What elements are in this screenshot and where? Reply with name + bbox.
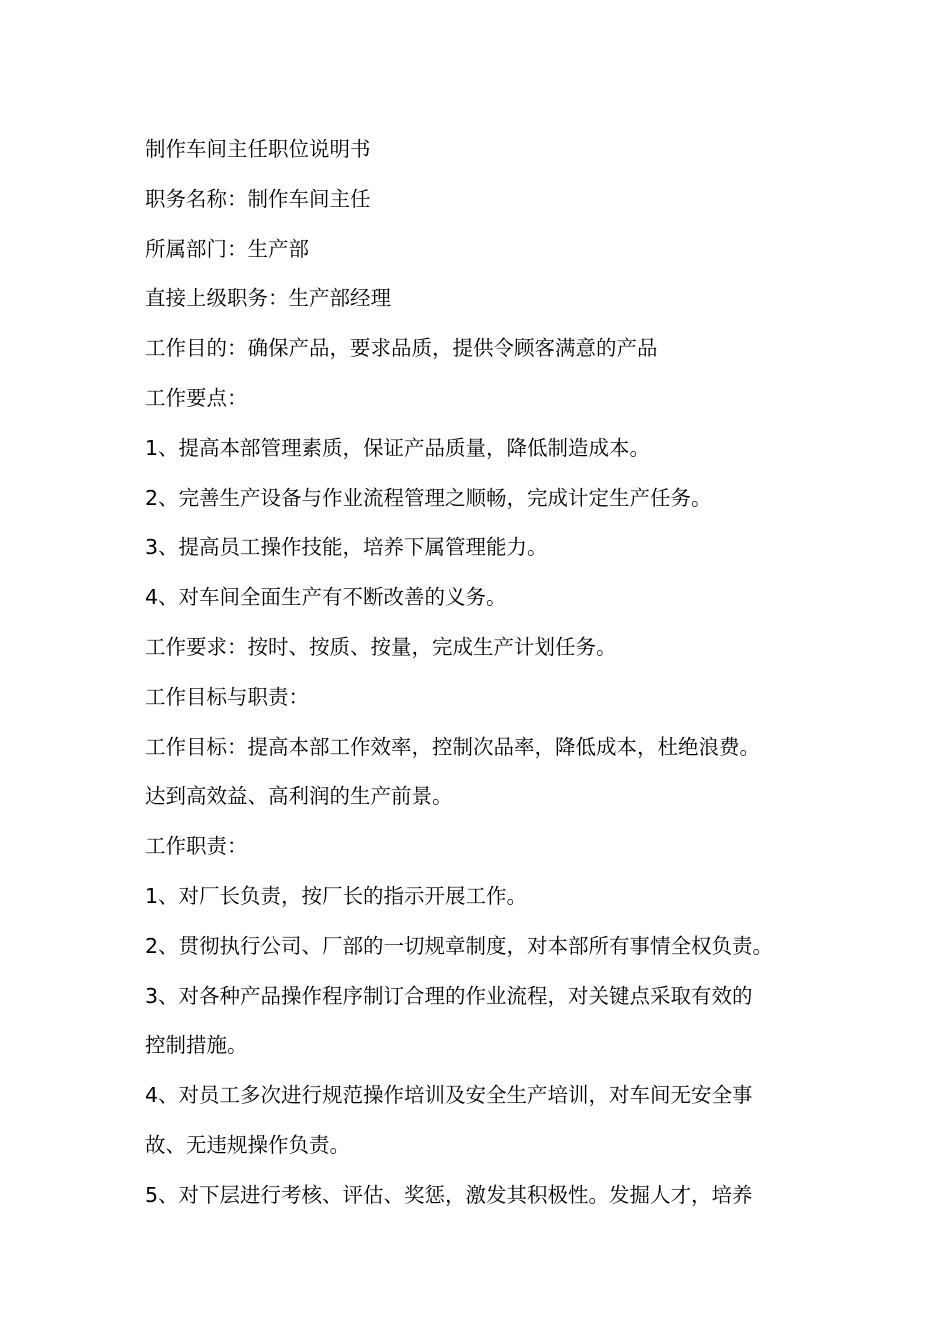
duty-4: 4、对员工多次进行规范操作培训及安全生产培训，对车间无安全事 <box>145 1083 753 1108</box>
duty-2: 2、贯彻执行公司、厂部的一切规章制度，对本部所有事情全权负责。 <box>145 933 774 958</box>
goals-duties-heading: 工作目标与职责： <box>145 684 309 709</box>
duty-3: 3、对各种产品操作程序制订合理的作业流程，对关键点采取有效的 <box>145 983 753 1008</box>
job-purpose-line: 工作目的：确保产品，要求品质，提供令顾客满意的产品 <box>145 336 658 361</box>
work-requirements-line: 工作要求：按时、按质、按量，完成生产计划任务。 <box>145 634 617 659</box>
duty-1: 1、对厂长负责，按厂长的指示开展工作。 <box>145 883 528 908</box>
document-body <box>145 125 825 1221</box>
document-title: 制作车间主任职位说明书 <box>145 137 371 161</box>
department-line: 所属部门：生产部 <box>145 236 309 261</box>
duty-4-continued: 故、无违规操作负责。 <box>145 1132 350 1157</box>
key-point-4: 4、对车间全面生产有不断改善的义务。 <box>145 585 507 610</box>
key-point-3: 3、提高员工操作技能，培养下属管理能力。 <box>145 535 548 560</box>
job-name-line: 职务名称：制作车间主任 <box>145 186 371 211</box>
key-point-2: 2、完善生产设备与作业流程管理之顺畅，完成计定生产任务。 <box>145 485 712 510</box>
work-goal-line: 工作目标：提高本部工作效率，控制次品率，降低成本，杜绝浪费。 <box>145 734 760 759</box>
duty-3-continued: 控制措施。 <box>145 1033 248 1058</box>
key-points-heading: 工作要点： <box>145 385 248 410</box>
duties-heading: 工作职责： <box>145 834 248 859</box>
duty-5: 5、对下层进行考核、评估、奖惩，激发其积极性。发掘人才，培养 <box>145 1182 753 1207</box>
supervisor-line: 直接上级职务：生产部经理 <box>145 286 391 311</box>
key-point-1: 1、提高本部管理素质，保证产品质量，降低制造成本。 <box>145 435 651 460</box>
work-goal-continued: 达到高效益、高利润的生产前景。 <box>145 784 453 809</box>
